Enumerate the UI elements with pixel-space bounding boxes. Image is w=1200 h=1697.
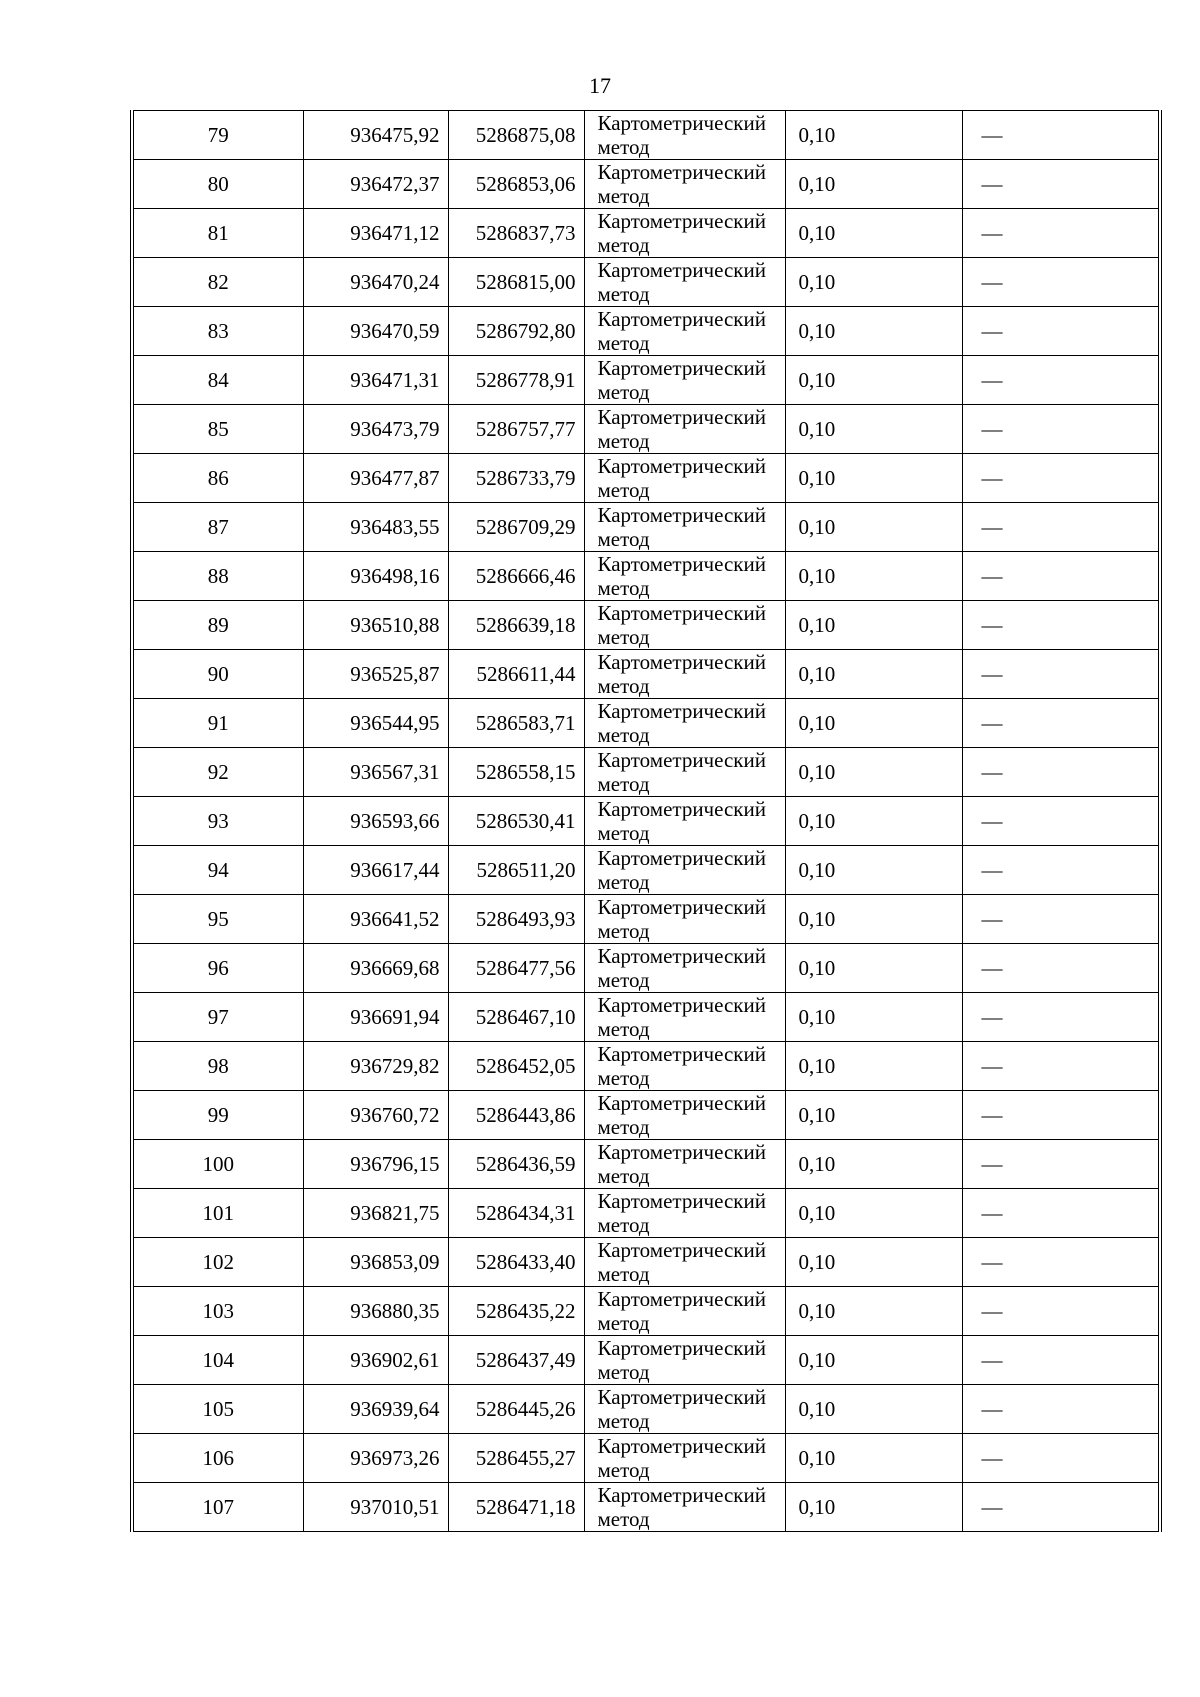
method-cell bbox=[584, 846, 785, 895]
table-row bbox=[134, 307, 1158, 356]
description-cell: — bbox=[962, 1238, 1158, 1287]
description-cell: — bbox=[962, 846, 1158, 895]
x-coordinate-cell: 936853,09 bbox=[303, 1238, 448, 1287]
method-line-2: метод bbox=[597, 1213, 650, 1237]
method-line-1: Картометрический bbox=[597, 1140, 766, 1164]
table-row bbox=[134, 1140, 1158, 1189]
description-cell: — bbox=[962, 258, 1158, 307]
point-number-cell: 95 bbox=[134, 895, 303, 944]
x-coordinate-cell: 936525,87 bbox=[303, 650, 448, 699]
x-coordinate-cell: 936593,66 bbox=[303, 797, 448, 846]
x-coordinate-cell: 936729,82 bbox=[303, 1042, 448, 1091]
method-line-1: Картометрический bbox=[597, 160, 766, 184]
y-coordinate-cell: 5286452,05 bbox=[448, 1042, 584, 1091]
y-coordinate-cell: 5286471,18 bbox=[448, 1483, 584, 1532]
method-line-1: Картометрический bbox=[597, 650, 766, 674]
accuracy-cell: 0,10 bbox=[785, 160, 962, 209]
accuracy-cell: 0,10 bbox=[785, 405, 962, 454]
method-cell bbox=[584, 552, 785, 601]
table-row bbox=[134, 1238, 1158, 1287]
accuracy-cell: 0,10 bbox=[785, 258, 962, 307]
x-coordinate-cell: 936796,15 bbox=[303, 1140, 448, 1189]
y-coordinate-cell: 5286435,22 bbox=[448, 1287, 584, 1336]
method-line-2: метод bbox=[597, 919, 650, 943]
table-row bbox=[134, 797, 1158, 846]
method-line-1: Картометрический bbox=[597, 846, 766, 870]
table-row bbox=[134, 552, 1158, 601]
y-coordinate-cell: 5286558,15 bbox=[448, 748, 584, 797]
method-line-1: Картометрический bbox=[597, 895, 766, 919]
y-coordinate-cell: 5286733,79 bbox=[448, 454, 584, 503]
x-coordinate-cell: 936880,35 bbox=[303, 1287, 448, 1336]
method-line-2: метод bbox=[597, 527, 650, 551]
description-cell: — bbox=[962, 650, 1158, 699]
method-line-1: Картометрический bbox=[597, 552, 766, 576]
y-coordinate-cell: 5286639,18 bbox=[448, 601, 584, 650]
method-cell bbox=[584, 405, 785, 454]
method-line-1: Картометрический bbox=[597, 454, 766, 478]
description-cell: — bbox=[962, 1483, 1158, 1532]
method-cell bbox=[584, 209, 785, 258]
description-cell: — bbox=[962, 944, 1158, 993]
method-line-2: метод bbox=[597, 625, 650, 649]
method-cell bbox=[584, 258, 785, 307]
description-cell: — bbox=[962, 160, 1158, 209]
method-cell bbox=[584, 454, 785, 503]
accuracy-cell: 0,10 bbox=[785, 454, 962, 503]
method-line-2: метод bbox=[597, 1507, 650, 1531]
point-number-cell: 85 bbox=[134, 405, 303, 454]
method-line-1: Картометрический bbox=[597, 356, 766, 380]
table-body bbox=[134, 111, 1158, 1532]
method-line-2: метод bbox=[597, 821, 650, 845]
accuracy-cell: 0,10 bbox=[785, 1434, 962, 1483]
y-coordinate-cell: 5286511,20 bbox=[448, 846, 584, 895]
description-cell: — bbox=[962, 111, 1158, 160]
method-line-1: Картометрический bbox=[597, 1189, 766, 1213]
y-coordinate-cell: 5286434,31 bbox=[448, 1189, 584, 1238]
method-line-1: Картометрический bbox=[597, 944, 766, 968]
method-cell bbox=[584, 699, 785, 748]
accuracy-cell: 0,10 bbox=[785, 1140, 962, 1189]
method-line-1: Картометрический bbox=[597, 699, 766, 723]
accuracy-cell: 0,10 bbox=[785, 601, 962, 650]
method-line-2: метод bbox=[597, 576, 650, 600]
x-coordinate-cell: 936902,61 bbox=[303, 1336, 448, 1385]
point-number-cell: 97 bbox=[134, 993, 303, 1042]
table-row bbox=[134, 1287, 1158, 1336]
y-coordinate-cell: 5286837,73 bbox=[448, 209, 584, 258]
point-number-cell: 79 bbox=[134, 111, 303, 160]
y-coordinate-cell: 5286477,56 bbox=[448, 944, 584, 993]
x-coordinate-cell: 936471,12 bbox=[303, 209, 448, 258]
accuracy-cell: 0,10 bbox=[785, 1042, 962, 1091]
description-cell: — bbox=[962, 748, 1158, 797]
accuracy-cell: 0,10 bbox=[785, 1336, 962, 1385]
method-cell bbox=[584, 1091, 785, 1140]
method-cell bbox=[584, 356, 785, 405]
x-coordinate-cell: 936473,79 bbox=[303, 405, 448, 454]
table-row bbox=[134, 1336, 1158, 1385]
point-number-cell: 99 bbox=[134, 1091, 303, 1140]
method-cell bbox=[584, 1140, 785, 1189]
accuracy-cell: 0,10 bbox=[785, 552, 962, 601]
method-cell bbox=[584, 1434, 785, 1483]
method-line-1: Картометрический bbox=[597, 307, 766, 331]
description-cell: — bbox=[962, 405, 1158, 454]
table-row bbox=[134, 650, 1158, 699]
accuracy-cell: 0,10 bbox=[785, 797, 962, 846]
x-coordinate-cell: 936821,75 bbox=[303, 1189, 448, 1238]
x-coordinate-cell: 937010,51 bbox=[303, 1483, 448, 1532]
accuracy-cell: 0,10 bbox=[785, 1287, 962, 1336]
table-row bbox=[134, 160, 1158, 209]
x-coordinate-cell: 936475,92 bbox=[303, 111, 448, 160]
y-coordinate-cell: 5286445,26 bbox=[448, 1385, 584, 1434]
method-line-1: Картометрический bbox=[597, 258, 766, 282]
x-coordinate-cell: 936939,64 bbox=[303, 1385, 448, 1434]
page-number: 17 bbox=[589, 73, 611, 98]
method-line-2: метод bbox=[597, 1409, 650, 1433]
method-cell bbox=[584, 503, 785, 552]
y-coordinate-cell: 5286433,40 bbox=[448, 1238, 584, 1287]
method-cell bbox=[584, 160, 785, 209]
method-line-2: метод bbox=[597, 1311, 650, 1335]
x-coordinate-cell: 936483,55 bbox=[303, 503, 448, 552]
coordinates-table-wrapper bbox=[130, 110, 1162, 1532]
method-cell bbox=[584, 307, 785, 356]
point-number-cell: 87 bbox=[134, 503, 303, 552]
description-cell: — bbox=[962, 1091, 1158, 1140]
accuracy-cell: 0,10 bbox=[785, 895, 962, 944]
accuracy-cell: 0,10 bbox=[785, 846, 962, 895]
y-coordinate-cell: 5286436,59 bbox=[448, 1140, 584, 1189]
method-line-2: метод bbox=[597, 1262, 650, 1286]
point-number-cell: 101 bbox=[134, 1189, 303, 1238]
description-cell: — bbox=[962, 1434, 1158, 1483]
accuracy-cell: 0,10 bbox=[785, 307, 962, 356]
method-line-1: Картометрический bbox=[597, 405, 766, 429]
table-row bbox=[134, 258, 1158, 307]
table-row bbox=[134, 993, 1158, 1042]
x-coordinate-cell: 936973,26 bbox=[303, 1434, 448, 1483]
method-cell bbox=[584, 1238, 785, 1287]
description-cell: — bbox=[962, 503, 1158, 552]
y-coordinate-cell: 5286611,44 bbox=[448, 650, 584, 699]
method-line-2: метод bbox=[597, 478, 650, 502]
description-cell: — bbox=[962, 454, 1158, 503]
table-row bbox=[134, 895, 1158, 944]
point-number-cell: 94 bbox=[134, 846, 303, 895]
table-row bbox=[134, 1042, 1158, 1091]
method-line-2: метод bbox=[597, 1066, 650, 1090]
description-cell: — bbox=[962, 699, 1158, 748]
method-line-2: метод bbox=[597, 380, 650, 404]
table-row bbox=[134, 944, 1158, 993]
table-row bbox=[134, 405, 1158, 454]
method-line-2: метод bbox=[597, 1164, 650, 1188]
accuracy-cell: 0,10 bbox=[785, 650, 962, 699]
method-line-2: метод bbox=[597, 1360, 650, 1384]
accuracy-cell: 0,10 bbox=[785, 209, 962, 258]
method-cell bbox=[584, 748, 785, 797]
method-cell bbox=[584, 895, 785, 944]
description-cell: — bbox=[962, 1336, 1158, 1385]
method-cell bbox=[584, 650, 785, 699]
method-line-1: Картометрический bbox=[597, 1287, 766, 1311]
accuracy-cell: 0,10 bbox=[785, 944, 962, 993]
x-coordinate-cell: 936470,24 bbox=[303, 258, 448, 307]
description-cell: — bbox=[962, 1042, 1158, 1091]
y-coordinate-cell: 5286443,86 bbox=[448, 1091, 584, 1140]
table-row bbox=[134, 209, 1158, 258]
table-row bbox=[134, 1483, 1158, 1532]
point-number-cell: 82 bbox=[134, 258, 303, 307]
method-line-1: Картометрический bbox=[597, 1336, 766, 1360]
y-coordinate-cell: 5286467,10 bbox=[448, 993, 584, 1042]
method-line-2: метод bbox=[597, 429, 650, 453]
accuracy-cell: 0,10 bbox=[785, 1385, 962, 1434]
point-number-cell: 93 bbox=[134, 797, 303, 846]
y-coordinate-cell: 5286455,27 bbox=[448, 1434, 584, 1483]
y-coordinate-cell: 5286530,41 bbox=[448, 797, 584, 846]
method-cell bbox=[584, 993, 785, 1042]
method-line-2: метод bbox=[597, 968, 650, 992]
y-coordinate-cell: 5286875,08 bbox=[448, 111, 584, 160]
point-number-cell: 80 bbox=[134, 160, 303, 209]
accuracy-cell: 0,10 bbox=[785, 699, 962, 748]
point-number-cell: 89 bbox=[134, 601, 303, 650]
description-cell: — bbox=[962, 552, 1158, 601]
accuracy-cell: 0,10 bbox=[785, 503, 962, 552]
method-line-1: Картометрический bbox=[597, 1042, 766, 1066]
x-coordinate-cell: 936477,87 bbox=[303, 454, 448, 503]
method-line-2: метод bbox=[597, 772, 650, 796]
y-coordinate-cell: 5286853,06 bbox=[448, 160, 584, 209]
x-coordinate-cell: 936617,44 bbox=[303, 846, 448, 895]
coordinates-table bbox=[134, 110, 1158, 1532]
point-number-cell: 107 bbox=[134, 1483, 303, 1532]
table-row bbox=[134, 1434, 1158, 1483]
method-line-1: Картометрический bbox=[597, 1483, 766, 1507]
description-cell: — bbox=[962, 209, 1158, 258]
method-line-1: Картометрический bbox=[597, 111, 766, 135]
method-line-2: метод bbox=[597, 1017, 650, 1041]
point-number-cell: 106 bbox=[134, 1434, 303, 1483]
method-cell bbox=[584, 944, 785, 993]
y-coordinate-cell: 5286437,49 bbox=[448, 1336, 584, 1385]
method-cell bbox=[584, 1042, 785, 1091]
point-number-cell: 83 bbox=[134, 307, 303, 356]
table-row bbox=[134, 1091, 1158, 1140]
y-coordinate-cell: 5286666,46 bbox=[448, 552, 584, 601]
method-line-2: метод bbox=[597, 135, 650, 159]
table-row bbox=[134, 1385, 1158, 1434]
point-number-cell: 102 bbox=[134, 1238, 303, 1287]
method-cell bbox=[584, 111, 785, 160]
y-coordinate-cell: 5286757,77 bbox=[448, 405, 584, 454]
x-coordinate-cell: 936544,95 bbox=[303, 699, 448, 748]
method-line-1: Картометрический bbox=[597, 797, 766, 821]
method-cell bbox=[584, 1287, 785, 1336]
method-cell bbox=[584, 1483, 785, 1532]
table-row bbox=[134, 356, 1158, 405]
description-cell: — bbox=[962, 1385, 1158, 1434]
method-cell bbox=[584, 601, 785, 650]
method-line-2: метод bbox=[597, 331, 650, 355]
accuracy-cell: 0,10 bbox=[785, 1189, 962, 1238]
point-number-cell: 100 bbox=[134, 1140, 303, 1189]
method-line-2: метод bbox=[597, 674, 650, 698]
table-row bbox=[134, 748, 1158, 797]
description-cell: — bbox=[962, 1189, 1158, 1238]
table-row bbox=[134, 699, 1158, 748]
table-row bbox=[134, 601, 1158, 650]
point-number-cell: 103 bbox=[134, 1287, 303, 1336]
point-number-cell: 90 bbox=[134, 650, 303, 699]
point-number-cell: 86 bbox=[134, 454, 303, 503]
x-coordinate-cell: 936471,31 bbox=[303, 356, 448, 405]
method-line-2: метод bbox=[597, 870, 650, 894]
y-coordinate-cell: 5286709,29 bbox=[448, 503, 584, 552]
description-cell: — bbox=[962, 601, 1158, 650]
accuracy-cell: 0,10 bbox=[785, 111, 962, 160]
table-row bbox=[134, 1189, 1158, 1238]
method-line-1: Картометрический bbox=[597, 993, 766, 1017]
description-cell: — bbox=[962, 307, 1158, 356]
x-coordinate-cell: 936470,59 bbox=[303, 307, 448, 356]
description-cell: — bbox=[962, 895, 1158, 944]
y-coordinate-cell: 5286792,80 bbox=[448, 307, 584, 356]
method-line-2: метод bbox=[597, 723, 650, 747]
point-number-cell: 91 bbox=[134, 699, 303, 748]
point-number-cell: 104 bbox=[134, 1336, 303, 1385]
method-line-2: метод bbox=[597, 184, 650, 208]
point-number-cell: 105 bbox=[134, 1385, 303, 1434]
point-number-cell: 84 bbox=[134, 356, 303, 405]
method-cell bbox=[584, 1189, 785, 1238]
x-coordinate-cell: 936567,31 bbox=[303, 748, 448, 797]
x-coordinate-cell: 936498,16 bbox=[303, 552, 448, 601]
description-cell: — bbox=[962, 356, 1158, 405]
method-line-1: Картометрический bbox=[597, 209, 766, 233]
description-cell: — bbox=[962, 1287, 1158, 1336]
table-row bbox=[134, 111, 1158, 160]
method-line-1: Картометрический bbox=[597, 1385, 766, 1409]
method-line-2: метод bbox=[597, 282, 650, 306]
point-number-cell: 92 bbox=[134, 748, 303, 797]
table-row bbox=[134, 503, 1158, 552]
point-number-cell: 81 bbox=[134, 209, 303, 258]
x-coordinate-cell: 936760,72 bbox=[303, 1091, 448, 1140]
x-coordinate-cell: 936669,68 bbox=[303, 944, 448, 993]
method-line-1: Картометрический bbox=[597, 601, 766, 625]
method-line-1: Картометрический bbox=[597, 1238, 766, 1262]
accuracy-cell: 0,10 bbox=[785, 993, 962, 1042]
method-cell bbox=[584, 1336, 785, 1385]
method-line-2: метод bbox=[597, 1115, 650, 1139]
method-cell bbox=[584, 797, 785, 846]
point-number-cell: 96 bbox=[134, 944, 303, 993]
point-number-cell: 98 bbox=[134, 1042, 303, 1091]
description-cell: — bbox=[962, 797, 1158, 846]
accuracy-cell: 0,10 bbox=[785, 1483, 962, 1532]
x-coordinate-cell: 936641,52 bbox=[303, 895, 448, 944]
method-line-1: Картометрический bbox=[597, 1434, 766, 1458]
accuracy-cell: 0,10 bbox=[785, 1091, 962, 1140]
method-line-2: метод bbox=[597, 1458, 650, 1482]
method-line-1: Картометрический bbox=[597, 1091, 766, 1115]
table-row bbox=[134, 454, 1158, 503]
point-number-cell: 88 bbox=[134, 552, 303, 601]
accuracy-cell: 0,10 bbox=[785, 356, 962, 405]
method-line-2: метод bbox=[597, 233, 650, 257]
accuracy-cell: 0,10 bbox=[785, 1238, 962, 1287]
y-coordinate-cell: 5286493,93 bbox=[448, 895, 584, 944]
table-row bbox=[134, 846, 1158, 895]
accuracy-cell: 0,10 bbox=[785, 748, 962, 797]
x-coordinate-cell: 936472,37 bbox=[303, 160, 448, 209]
x-coordinate-cell: 936510,88 bbox=[303, 601, 448, 650]
description-cell: — bbox=[962, 1140, 1158, 1189]
x-coordinate-cell: 936691,94 bbox=[303, 993, 448, 1042]
y-coordinate-cell: 5286778,91 bbox=[448, 356, 584, 405]
y-coordinate-cell: 5286815,00 bbox=[448, 258, 584, 307]
method-line-1: Картометрический bbox=[597, 503, 766, 527]
method-cell bbox=[584, 1385, 785, 1434]
description-cell: — bbox=[962, 993, 1158, 1042]
method-line-1: Картометрический bbox=[597, 748, 766, 772]
y-coordinate-cell: 5286583,71 bbox=[448, 699, 584, 748]
